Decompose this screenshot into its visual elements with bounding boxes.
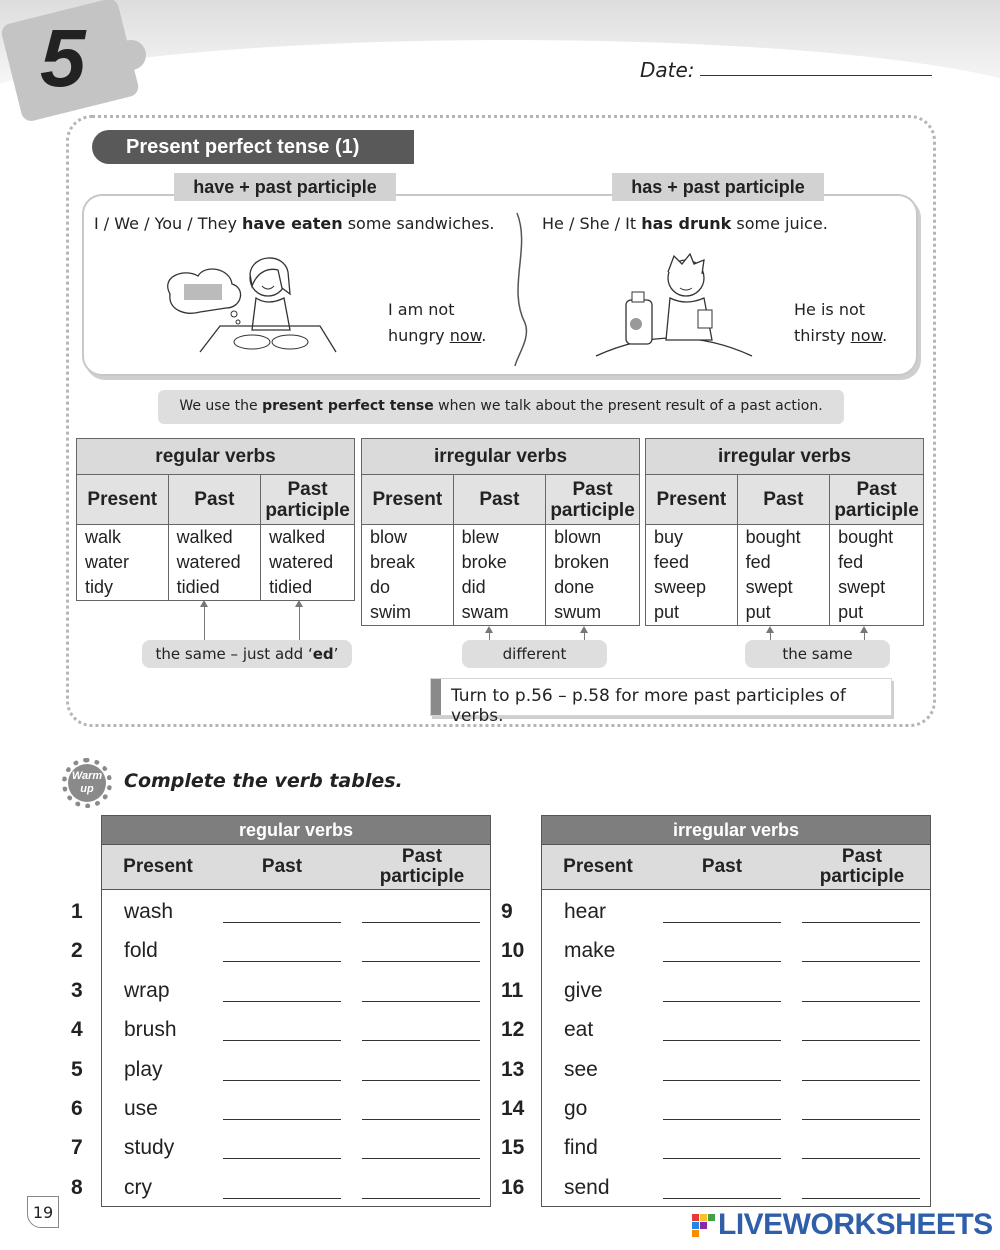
cell: feed (646, 550, 738, 575)
has-label: has + past participle (612, 173, 824, 201)
col-header: Past (168, 475, 261, 525)
row-word: hear (564, 900, 607, 923)
answer-blank[interactable] (223, 1119, 341, 1120)
col-header: Past participle (830, 475, 924, 525)
answer-blank[interactable] (802, 922, 920, 923)
exercise-table-title: regular verbs (102, 816, 490, 844)
ref-table-irregular-different (361, 438, 640, 626)
cell: walked (261, 525, 355, 551)
answer-blank[interactable] (663, 961, 781, 962)
cell: did (453, 575, 545, 600)
grammar-title: Present perfect tense (1) (92, 130, 414, 164)
page-number: 19 (27, 1196, 59, 1228)
answer-blank[interactable] (802, 961, 920, 962)
warm-up-label: Warm up (68, 764, 106, 802)
same-ed-note: the same – just add ‘ed’ (142, 640, 352, 668)
row-word: play (124, 1058, 163, 1081)
girl-eating-illustration (160, 246, 340, 358)
row-word: eat (564, 1018, 594, 1041)
col-header: Past participle (546, 475, 640, 525)
turn-to-note: Turn to p.56 – p.58 for more past participles of verbs. (430, 678, 892, 716)
liveworksheets-logo-icon (692, 1214, 716, 1238)
different-note: different (462, 640, 607, 668)
row-word: wrap (124, 979, 170, 1002)
answer-blank[interactable] (223, 1040, 341, 1041)
row-word: see (564, 1058, 598, 1081)
cell: bought (737, 525, 830, 551)
cell: do (362, 575, 454, 600)
row-number: 11 (501, 979, 524, 1002)
cell: broke (453, 550, 545, 575)
cell: swam (453, 600, 545, 626)
answer-blank[interactable] (223, 1198, 341, 1199)
answer-blank[interactable] (223, 922, 341, 923)
row-number: 12 (501, 1018, 525, 1041)
row-number: 5 (71, 1058, 83, 1081)
cell: tidy (77, 575, 169, 601)
cell: put (830, 600, 924, 626)
ref-table-title: irregular verbs (646, 439, 924, 475)
row-word: make (564, 939, 616, 962)
row-number: 13 (501, 1058, 525, 1081)
col-past: Past (261, 856, 303, 877)
row-number: 3 (71, 979, 83, 1002)
answer-blank[interactable] (663, 922, 781, 923)
example-divider (505, 208, 535, 368)
row-number: 7 (71, 1136, 83, 1159)
row-number: 1 (71, 900, 83, 923)
col-header: Past (737, 475, 830, 525)
col-header: Present (362, 475, 454, 525)
right-result-note: He is not thirsty now. (794, 300, 888, 345)
col-header: Past participle (261, 475, 355, 525)
col-past: Past (701, 856, 743, 877)
row-number: 4 (71, 1018, 83, 1041)
row-word: give (564, 979, 603, 1002)
cell: walked (168, 525, 261, 551)
row-word: fold (124, 939, 158, 962)
arrow-up-icon (299, 606, 300, 640)
cell: walk (77, 525, 169, 551)
cell: blew (453, 525, 545, 551)
answer-blank[interactable] (802, 1198, 920, 1199)
row-word: use (124, 1097, 158, 1120)
answer-blank[interactable] (362, 1119, 480, 1120)
exercise-table-irregular (541, 815, 931, 1207)
col-present: Present (123, 856, 193, 877)
have-label: have + past participle (174, 173, 396, 201)
answer-blank[interactable] (663, 1080, 781, 1081)
cell: swept (830, 575, 924, 600)
cell: watered (168, 550, 261, 575)
col-header: Present (646, 475, 738, 525)
answer-blank[interactable] (362, 1158, 480, 1159)
row-word: find (564, 1136, 598, 1159)
left-result-note: I am not hungry now. (388, 300, 487, 345)
cell: sweep (646, 575, 738, 600)
answer-blank[interactable] (663, 1158, 781, 1159)
exercise-col-headers (542, 844, 930, 890)
row-word: study (124, 1136, 175, 1159)
answer-blank[interactable] (223, 1001, 341, 1002)
row-number: 16 (501, 1176, 525, 1199)
boy-drinking-illustration (594, 250, 754, 358)
col-header: Present (77, 475, 169, 525)
date-label: Date: (640, 58, 695, 82)
row-word: brush (124, 1018, 177, 1041)
answer-blank[interactable] (362, 961, 480, 962)
arrow-up-icon (489, 632, 490, 640)
cell: bought (830, 525, 924, 551)
row-number: 15 (501, 1136, 525, 1159)
cell: done (546, 575, 640, 600)
col-header: Past (453, 475, 545, 525)
answer-blank[interactable] (223, 1080, 341, 1081)
answer-blank[interactable] (362, 1040, 480, 1041)
row-number: 10 (501, 939, 525, 962)
answer-blank[interactable] (663, 1198, 781, 1199)
date-field[interactable] (700, 75, 932, 76)
cell: broken (546, 550, 640, 575)
arrow-up-icon (204, 606, 205, 640)
col-present: Present (563, 856, 633, 877)
row-number: 8 (71, 1176, 83, 1199)
cell: tidied (261, 575, 355, 601)
cell: fed (830, 550, 924, 575)
cell: swept (737, 575, 830, 600)
cell: tidied (168, 575, 261, 601)
row-word: send (564, 1176, 610, 1199)
right-example-sentence: He / She / It has drunk some juice. (542, 214, 828, 233)
row-word: cry (124, 1176, 152, 1199)
answer-blank[interactable] (802, 1001, 920, 1002)
answer-blank[interactable] (362, 1198, 480, 1199)
instruction: Complete the verb tables. (124, 770, 403, 792)
answer-blank[interactable] (223, 961, 341, 962)
cell: put (646, 600, 738, 626)
row-number: 6 (71, 1097, 83, 1120)
row-number: 2 (71, 939, 83, 962)
cell: swum (546, 600, 640, 626)
cell: fed (737, 550, 830, 575)
answer-blank[interactable] (802, 1080, 920, 1081)
answer-blank[interactable] (802, 1040, 920, 1041)
ref-table-title: irregular verbs (362, 439, 640, 475)
answer-blank[interactable] (663, 1119, 781, 1120)
col-past-participle: Past participle (819, 846, 905, 887)
cell: water (77, 550, 169, 575)
answer-blank[interactable] (362, 1080, 480, 1081)
ref-table-irregular-same (645, 438, 924, 626)
exercise-col-headers (102, 844, 490, 890)
rule-explanation: We use the present perfect tense when we talk about the present result of a past action. (158, 390, 844, 424)
answer-blank[interactable] (802, 1119, 920, 1120)
unit-number: 5 (40, 13, 86, 104)
arrow-up-icon (864, 632, 865, 640)
answer-blank[interactable] (362, 1001, 480, 1002)
answer-blank[interactable] (663, 1001, 781, 1002)
col-past-participle: Past participle (379, 846, 465, 887)
ref-table-title: regular verbs (77, 439, 355, 475)
arrow-up-icon (584, 632, 585, 640)
row-word: go (564, 1097, 588, 1120)
the-same-note: the same (745, 640, 890, 668)
cell: buy (646, 525, 738, 551)
cell: watered (261, 550, 355, 575)
row-number: 14 (501, 1097, 525, 1120)
cell: break (362, 550, 454, 575)
puzzle-knob (116, 40, 146, 70)
cell: blown (546, 525, 640, 551)
cell: blow (362, 525, 454, 551)
ref-table-regular (76, 438, 355, 601)
row-word: wash (124, 900, 174, 923)
answer-blank[interactable] (663, 1040, 781, 1041)
cell: swim (362, 600, 454, 626)
left-example-sentence: I / We / You / They have eaten some sandwiches. (94, 214, 495, 233)
answer-blank[interactable] (362, 922, 480, 923)
arrow-up-icon (770, 632, 771, 640)
answer-blank[interactable] (802, 1158, 920, 1159)
answer-blank[interactable] (223, 1158, 341, 1159)
exercise-table-title: irregular verbs (542, 816, 930, 844)
cell: put (737, 600, 830, 626)
liveworksheets-logo: LIVEWORKSHEETS (718, 1208, 993, 1241)
row-number: 9 (501, 900, 513, 923)
